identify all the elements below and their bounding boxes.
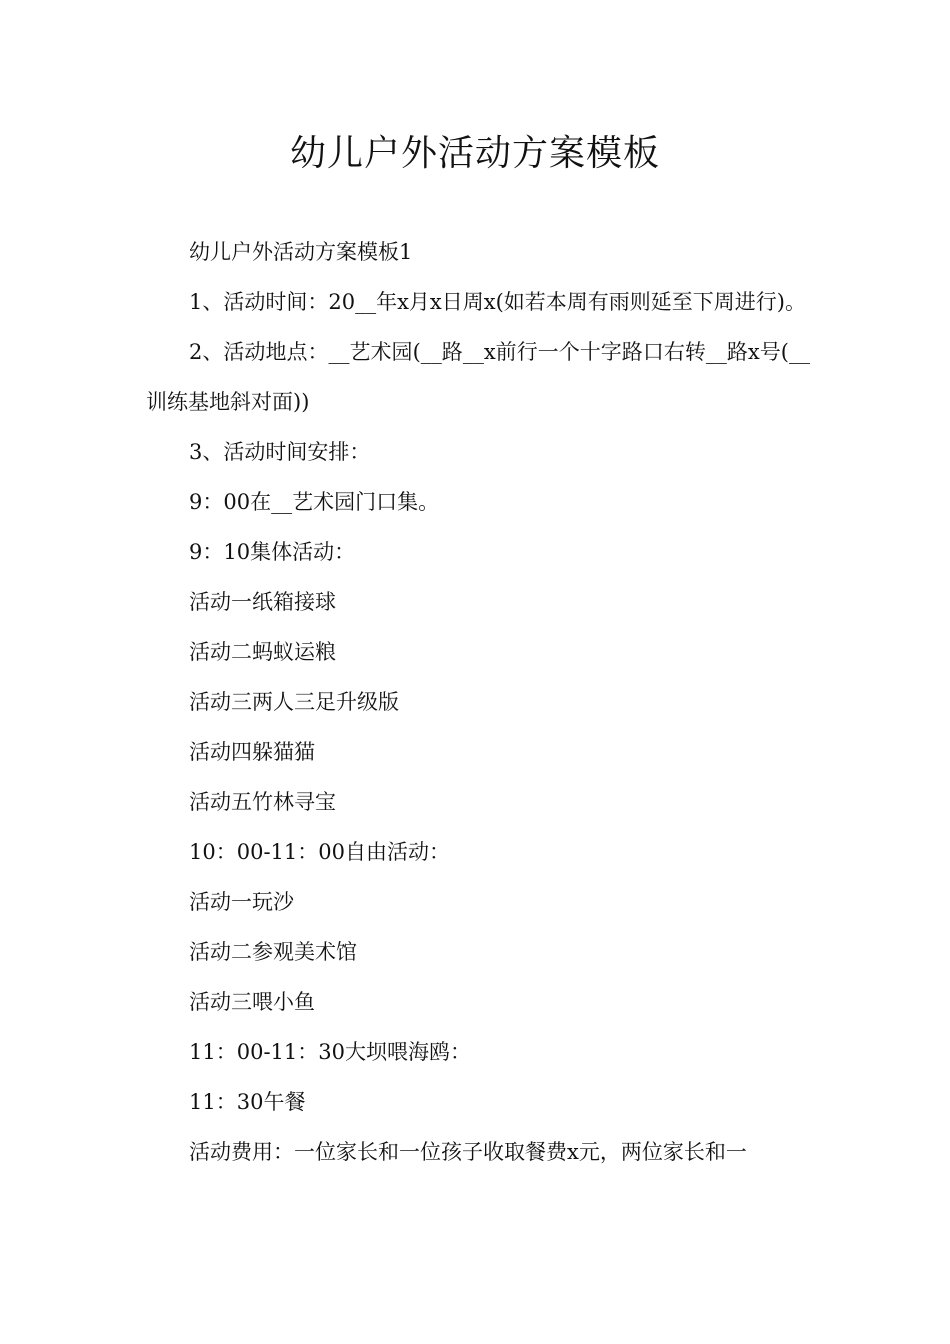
paragraph-schedule-item: 9：10集体活动： xyxy=(189,540,356,564)
document-title: 幼儿户外活动方案模板 xyxy=(289,133,660,174)
document-body xyxy=(146,227,810,1177)
paragraph-schedule-item: 11：30午餐 xyxy=(189,1090,306,1114)
paragraph-schedule-item: 11：00-11：30大坝喂海鸥： xyxy=(189,1040,471,1064)
paragraph-activity-cost: 活动费用：一位家长和一位孩子收取餐费x元，两位家长和一 xyxy=(189,1140,747,1164)
paragraph-activity-location: 2、活动地点：__艺术园(__路__x前行一个十字路口右转__路x号(__训练基地斜对面)) xyxy=(146,340,810,414)
paragraph-activity-item: 活动一玩沙 xyxy=(189,890,294,914)
paragraph-activity-item: 活动二蚂蚁运粮 xyxy=(189,640,336,664)
paragraph-activity-item: 活动二参观美术馆 xyxy=(189,940,357,964)
paragraph-activity-time: 1、活动时间：20__年x月x日周x(如若本周有雨则延至下周进行)。 xyxy=(189,290,806,314)
paragraph-activity-item: 活动三两人三足升级版 xyxy=(189,690,399,714)
paragraph-activity-item: 活动四躲猫猫 xyxy=(189,740,315,764)
paragraph-schedule-item: 9：00在__艺术园门口集。 xyxy=(189,490,440,514)
paragraph-schedule-heading: 3、活动时间安排： xyxy=(189,440,371,464)
paragraph-activity-item: 活动一纸箱接球 xyxy=(189,590,336,614)
paragraph-activity-item: 活动五竹林寻宝 xyxy=(189,790,336,814)
paragraph-activity-item: 活动三喂小鱼 xyxy=(189,990,315,1014)
paragraph-schedule-item: 10：00-11：00自由活动： xyxy=(189,840,450,864)
paragraph-section-heading: 幼儿户外活动方案模板1 xyxy=(189,240,413,264)
